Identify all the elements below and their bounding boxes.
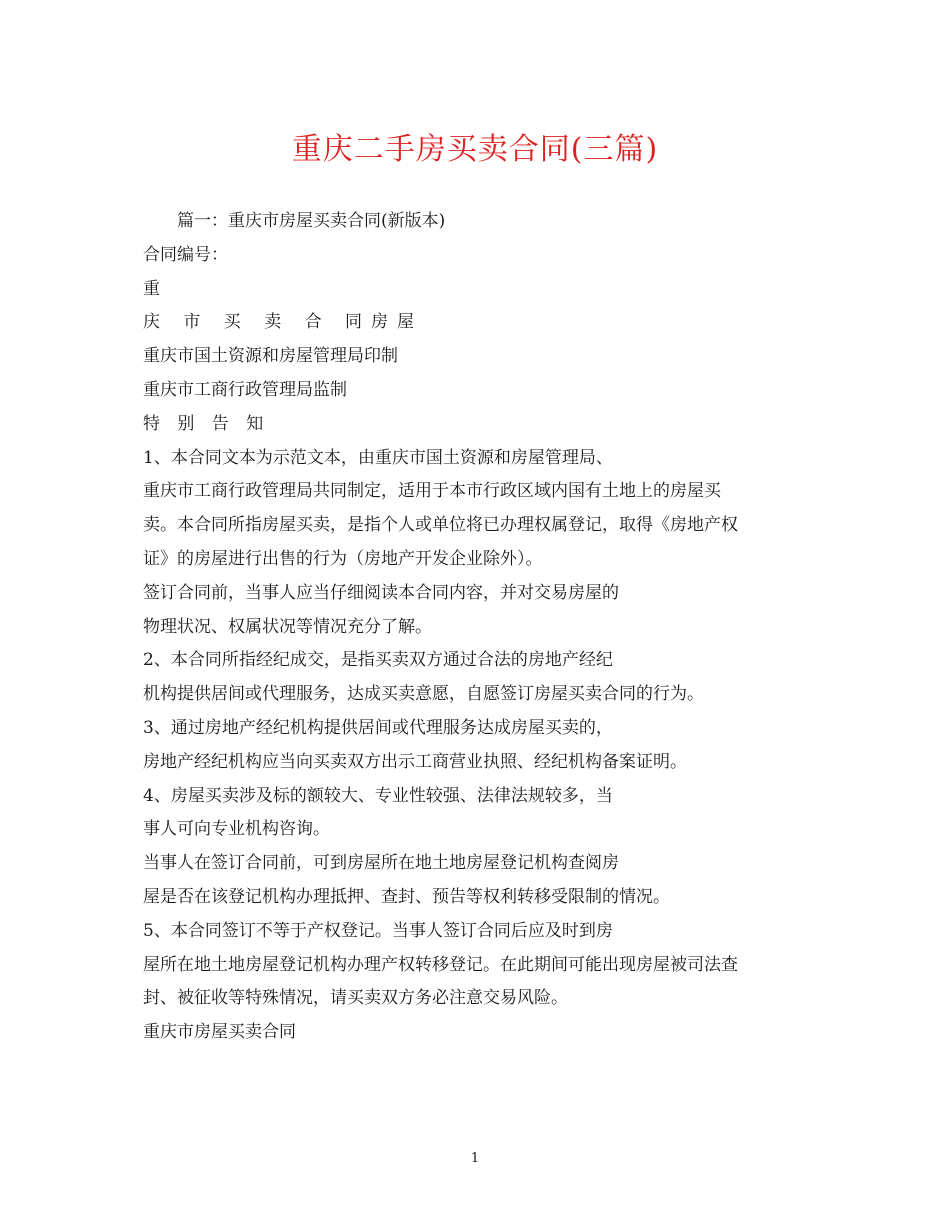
text-line: 当事人在签订合同前，可到房屋所在地土地房屋登记机构查阅房 bbox=[143, 853, 619, 874]
text-line: 物理状况、权属状况等情况充分了解。 bbox=[143, 616, 432, 637]
text-line: 重 bbox=[143, 278, 160, 299]
text-line: 屋是否在该登记机构办理抵押、查封、预告等权利转移受限制的情况。 bbox=[143, 886, 670, 907]
text-line: 5、本合同签订不等于产权登记。当事人签订合同后应及时到房 bbox=[143, 920, 613, 941]
text-line: 封、被征收等特殊情况，请买卖双方务必注意交易风险。 bbox=[143, 988, 568, 1009]
section-heading: 篇一：重庆市房屋买卖合同(新版本) bbox=[177, 211, 446, 231]
text-line: 事人可向专业机构咨询。 bbox=[143, 819, 330, 840]
contract-number-label: 合同编号： bbox=[143, 244, 228, 265]
text-line: 签订合同前，当事人应当仔细阅读本合同内容，并对交易房屋的 bbox=[143, 582, 619, 603]
text-line: 机构提供居间或代理服务，达成买卖意愿，自愿签订房屋买卖合同的行为。 bbox=[143, 684, 704, 705]
text-line: 庆 市 买 卖 合 同房屋 bbox=[143, 312, 424, 333]
text-line: 卖。本合同所指房屋买卖，是指个人或单位将已办理权属登记，取得《房地产权 bbox=[143, 515, 738, 536]
text-line: 重庆市工商行政管理局共同制定，适用于本市行政区域内国有土地上的房屋买 bbox=[143, 481, 721, 502]
document-body bbox=[143, 205, 823, 1050]
notice-heading: 特 别 告 知 bbox=[143, 413, 270, 434]
text-line: 3、通过房地产经纪机构提供居间或代理服务达成房屋买卖的， bbox=[143, 717, 613, 738]
page-number: 1 bbox=[470, 1151, 480, 1166]
text-line: 证》的房屋进行出售的行为（房地产开发企业除外）。 bbox=[143, 548, 543, 569]
text-line: 重庆市房屋买卖合同 bbox=[143, 1022, 296, 1043]
text-line: 重庆市工商行政管理局监制 bbox=[143, 379, 347, 400]
document-title: 重庆二手房买卖合同(三篇) bbox=[291, 132, 659, 167]
text-line: 1、本合同文本为示范文本，由重庆市国土资源和房屋管理局、 bbox=[143, 447, 613, 468]
text-line: 房地产经纪机构应当向买卖双方出示工商营业执照、经纪机构备案证明。 bbox=[143, 751, 687, 772]
text-line: 重庆市国土资源和房屋管理局印制 bbox=[143, 346, 398, 367]
text-line: 4、房屋买卖涉及标的额较大、专业性较强、法律法规较多，当 bbox=[143, 785, 613, 806]
text-line: 2、本合同所指经纪成交，是指买卖双方通过合法的房地产经纪 bbox=[143, 650, 613, 671]
text-line: 屋所在地土地房屋登记机构办理产权转移登记。在此期间可能出现房屋被司法查 bbox=[143, 954, 738, 975]
